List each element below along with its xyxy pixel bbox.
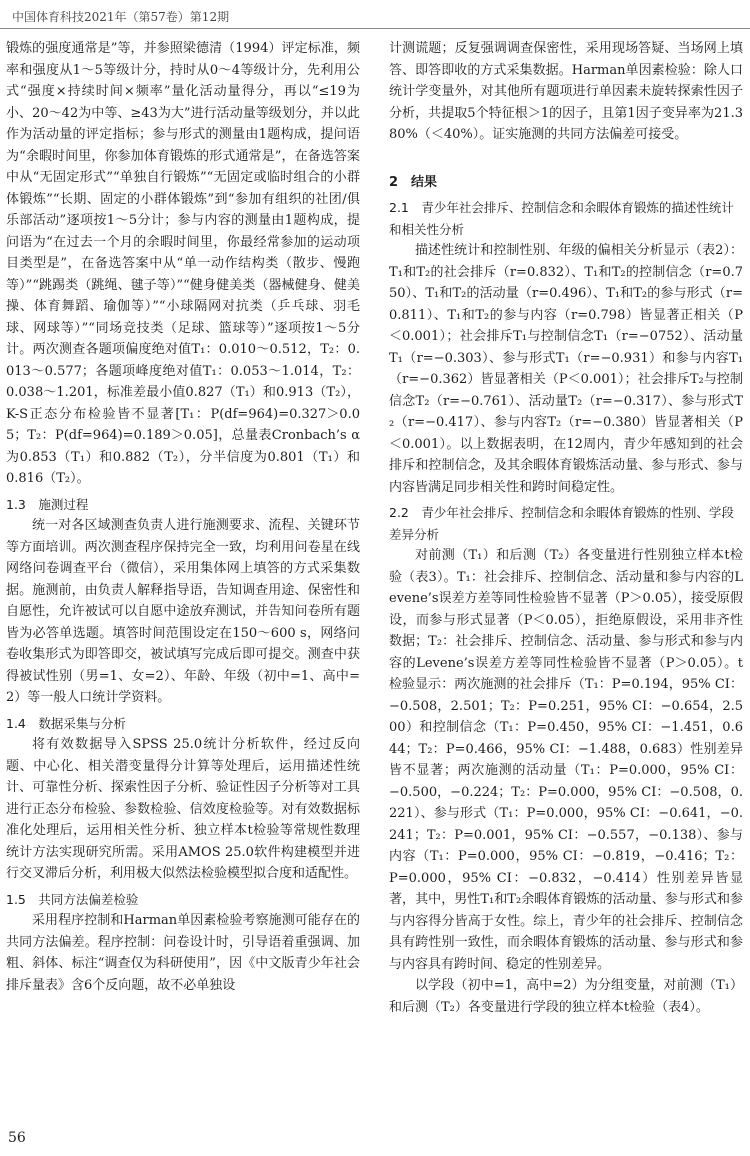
paragraph-bias-check: 采用程序控制和Harman单因素检验考察施测可能存在的共同方法偏差。程序控制：问卷设计时，引导语着重强调、加粗、斜体、标注“调查仅为科研使用”，因《中文版青少年社会排斥量表》含6个反向题，故不必单独设	[6, 913, 360, 993]
paragraph-procedure: 统一对各区域测查负责人进行施测要求、流程、关键环节等方面培训。两次测查程序保持完全一致，均利用问卷星在线网络问卷调查平台（微信），采用集体网上填答的方式采集数据。施测前，由负责人解释指导语，告知调查用途、保密性和自愿性，允许被试可以自愿中途放弃测试，并告知问卷所有题皆为必答单选题。填答时间范围设定在150～600 s，网络问卷收集形式为即答即交，被试填写完成后即可提交。测查中获得被试性别（男=1、女=2）、年龄、年级（初中=1、高中=2）等一般人口统计学资料。	[6, 518, 360, 705]
heading-1-4: 1.4 数据采集与分析	[6, 715, 126, 731]
heading-2: 2 结果	[389, 174, 438, 190]
paragraph-stage-diff: 以学段（初中=1，高中=2）为分组变量，对前测（T₁）和后测（T₂）各变量进行学段的独立样本t检验（表4）。	[389, 978, 743, 1015]
page-number: 56	[8, 1130, 26, 1146]
paragraph-correlation: 描述性统计和控制性别、年级的偏相关分析显示（表2）：T₁和T₂的社会排斥（r=0.832）、T₁和T₂的控制信念（r=0.750）、T₁和T₂的活动量（r=0.496）、T₁和T₂的参与形式（r=0.811）、T₁和T₂的参与内容（r=0.798）皆显著正相关（P＜0.001）；社会排斥T₁与控制信念T₁（r=−0752）、活动量T₁（r=−0.303）、参与形式T₁（r=−0.931）和参与内容T₁（r=−0.362）皆显著相关（P＜0.001）；社会排斥T₂与控制信念T₂（r=−0.761）、活动量T₂（r=−0.317）、参与形式T₂（r=−0.417）、参与内容T₂（r=−0.380）皆显著相关（P＜0.001）。以上数据表明，在12周内，青少年感知到的社会排斥和控制信念，及其余暇体育锻炼活动量、参与形式、参与内容皆满足同步相关性和跨时间稳定性。	[389, 243, 743, 495]
heading-2-2: 2.2 青少年社会排斥、控制信念和余暇体育锻炼的性别、学段差异分析	[389, 505, 734, 542]
paragraph-measures: 锻炼的强度通常是”等，并参照梁德清（1994）评定标准，频率和强度从1～5等级计分，持时从0～4等级计分，先利用公式“强度×持续时间×频率”量化活动量得分，再以“≤19为小、20～42为中等、≥43为大”进行活动量等级划分，并以此作为活动量的评定指标；参与形式的测量由1题构成，提问语为“余暇时间里，你参加体育锻炼的形式通常是”，在备选答案中从“无固定形式”“单独自行锻炼”“无固定或临时组合的小群体锻炼”“长期、固定的小群体锻炼”到“参加有组织的社团/俱乐部活动”逐项按1～5分计；参与内容的测量由1题构成，提问语为“在过去一个月的余暇时间里，你最经常参加的运动项目类型是”，在备选答案中从“单一动作结构类（散步、慢跑等）”“跳踢类（跳绳、毽子等）”“健身健美类（器械健身、健美操、体育舞蹈、瑜伽等）”“小球隔网对抗类（乒乓球、羽毛球、网球等）”“同场竞技类（足球、篮球等）”逐项按1～5分计。两次测查各题项偏度绝对值T₁：0.010～0.512，T₂：0.013～0.577；各题项峰度绝对值T₁：0.053～1.014，T₂：0.038～1.201，标准差最小值0.827（T₁）和0.913（T₂），K-S正态分布检验皆不显著[T₁：P(df=964)=0.327＞0.05；T₂：P(df=964)=0.189＞0.05]，总量表Cronbach’s α为0.853（T₁）和0.882（T₂），分半信度为0.801（T₁）和0.816（T₂）。	[6, 41, 360, 486]
heading-2-1: 2.1 青少年社会排斥、控制信念和余暇体育锻炼的描述性统计和相关性分析	[389, 200, 734, 237]
section-gap	[389, 146, 743, 162]
header-rule	[0, 28, 750, 29]
right-column	[389, 38, 743, 1130]
paragraph-gender-diff: 对前测（T₁）和后测（T₂）各变量进行性别独立样本t检验（表3）。T₁：社会排斥、控制信念、活动量和参与内容的Levene’s误差方差等同性检验皆不显著（P＞0.05），接受原假设，而参与形式显著（P＜0.05），拒绝原假设，采用非齐性数据；T₂：社会排斥、控制信念、活动量、参与形式和参与内容的Levene’s误差方差等同性检验皆不显著（P＞0.05）。t检验显示：两次施测的社会排斥（T₁：P=0.194，95% CI：−0.508，2.501；T₂：P=0.251，95% CI：−0.654，2.500）和控制信念（T₁：P=0.450，95% CI：−1.451，0.644；T₂：P=0.466，95% CI：−1.488，0.683）性别差异皆不显著；两次施测的活动量（T₁：P=0.000，95% CI：−0.500，−0.224；T₂：P=0.000，95% CI：−0.508，0.221）、参与形式（T₁：P=0.000，95% CI：−0.641，−0.241；T₂：P=0.001，95% CI：−0.557，−0.138）、参与内容（T₁：P=0.000，95% CI：−0.819，−0.416；T₂：P=0.000，95% CI：−0.832，−0.414）性别差异皆显著，其中，男性T₁和T₂余暇体育锻炼的活动量、参与形式和参与内容得分皆高于女性。综上，青少年的社会排斥、控制信念具有跨性别一致性，而余暇体育锻炼的活动量、参与形式和参与内容具有跨时间、稳定的性别差异。	[389, 548, 743, 972]
running-header: 中国体育科技2021年（第57卷）第12期	[12, 10, 230, 24]
heading-1-5: 1.5 共同方法偏差检验	[6, 891, 139, 907]
left-column	[6, 38, 360, 1130]
paragraph-bias-check-cont: 计测谎题；反复强调调查保密性，采用现场答疑、当场网上填答、即答即收的方式采集数据。Harman单因素检验：除人口统计学变量外，对其他所有题项进行单因素未旋转探索性因子分析，共提取5个特征根＞1的因子，且第1因子变异率为21.380%（＜40%）。证实施测的共同方法偏差可接受。	[389, 41, 743, 142]
paragraph-analysis: 将有效数据导入SPSS 25.0统计分析软件，经过反向题、中心化、相关潜变量得分计算等处理后，运用描述性统计、可靠性分析、探索性因子分析、验证性因子分析等对工具进行正态分布检验、参数检验、信效度检验等。对有效数据标准化处理后，运用相关性分析、独立样本t检验等常规性数理统计方法实现研究所需。采用AMOS 25.0软件构建模型并进行交叉滞后分析，利用极大似然法检验模型拟合度和适配性。	[6, 737, 360, 881]
heading-1-3: 1.3 施测过程	[6, 496, 89, 512]
